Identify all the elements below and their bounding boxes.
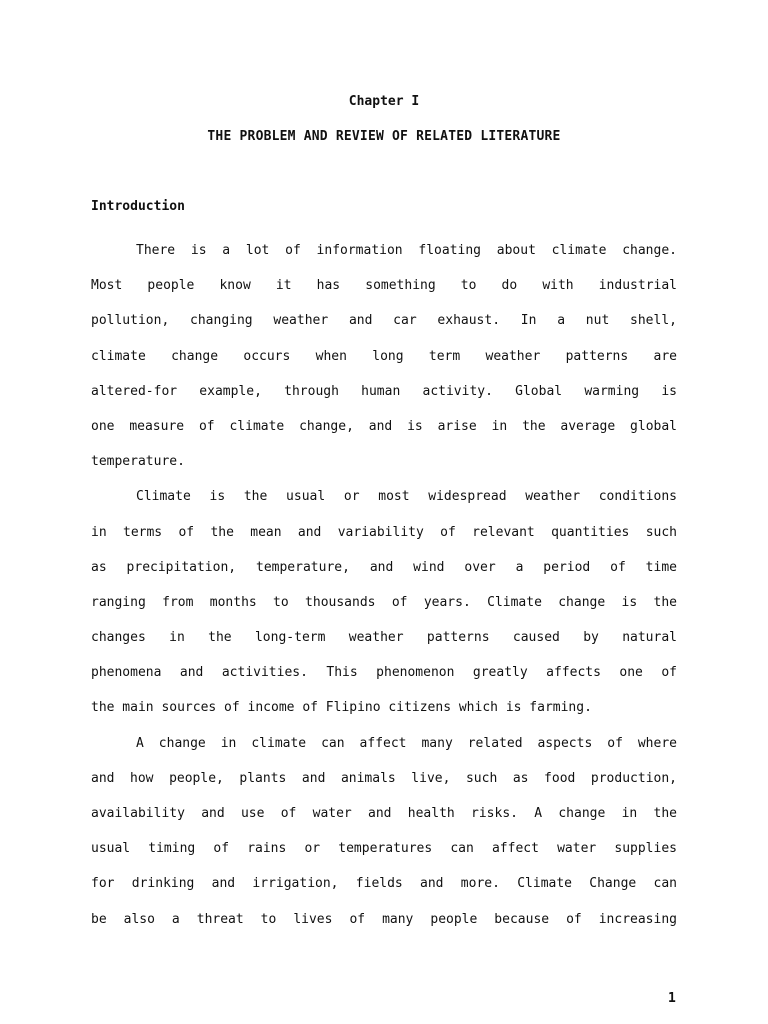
paragraph — [91, 479, 677, 725]
text-line: altered-for example, through human activity. Global warming is — [91, 383, 677, 399]
paragraph — [91, 233, 677, 479]
text-line: as precipitation, temperature, and wind over a period of time — [91, 559, 677, 575]
text-line: availability and use of water and health risks. A change in the — [91, 806, 677, 821]
text-line: in terms of the mean and variability of relevant quantities such — [91, 524, 677, 540]
page-number: 1 — [668, 991, 676, 1006]
text-line: phenomena and activities. This phenomenon greatly affects one of — [91, 665, 677, 681]
text-line: temperature. — [91, 454, 185, 470]
text-line: Climate is the usual or most widespread weather conditions — [136, 489, 677, 505]
text-line: for drinking and irrigation, fields and more. Climate Change can — [91, 876, 677, 892]
text-line: the main sources of income of Flipino citizens which is farming. — [91, 700, 592, 716]
chapter-label: Chapter I — [348, 94, 420, 109]
text-line: ranging from months to thousands of years. Climate change is the — [91, 594, 677, 610]
chapter-title: THE PROBLEM AND REVIEW OF RELATED LITERATURE — [207, 129, 561, 144]
text-line: There is a lot of information floating about climate change. — [136, 243, 677, 258]
text-line: pollution, changing weather and car exhaust. In a nut shell, — [91, 313, 677, 329]
text-line: Most people know it has something to do with industrial — [91, 278, 677, 294]
section-heading: Introduction — [91, 199, 185, 214]
text-line: one measure of climate change, and is arise in the average global — [91, 418, 677, 434]
text-line: changes in the long-term weather patterns caused by natural — [91, 630, 677, 646]
text-line: usual timing of rains or temperatures can affect water supplies — [91, 841, 677, 857]
text-line: be also a threat to lives of many people because of increasing — [91, 911, 677, 927]
body-text — [91, 233, 677, 937]
paragraph — [91, 726, 677, 937]
text-line: and how people, plants and animals live, such as food production, — [91, 770, 677, 786]
text-line: A change in climate can affect many related aspects of where — [136, 735, 677, 751]
text-line: climate change occurs when long term weather patterns are — [91, 348, 677, 364]
